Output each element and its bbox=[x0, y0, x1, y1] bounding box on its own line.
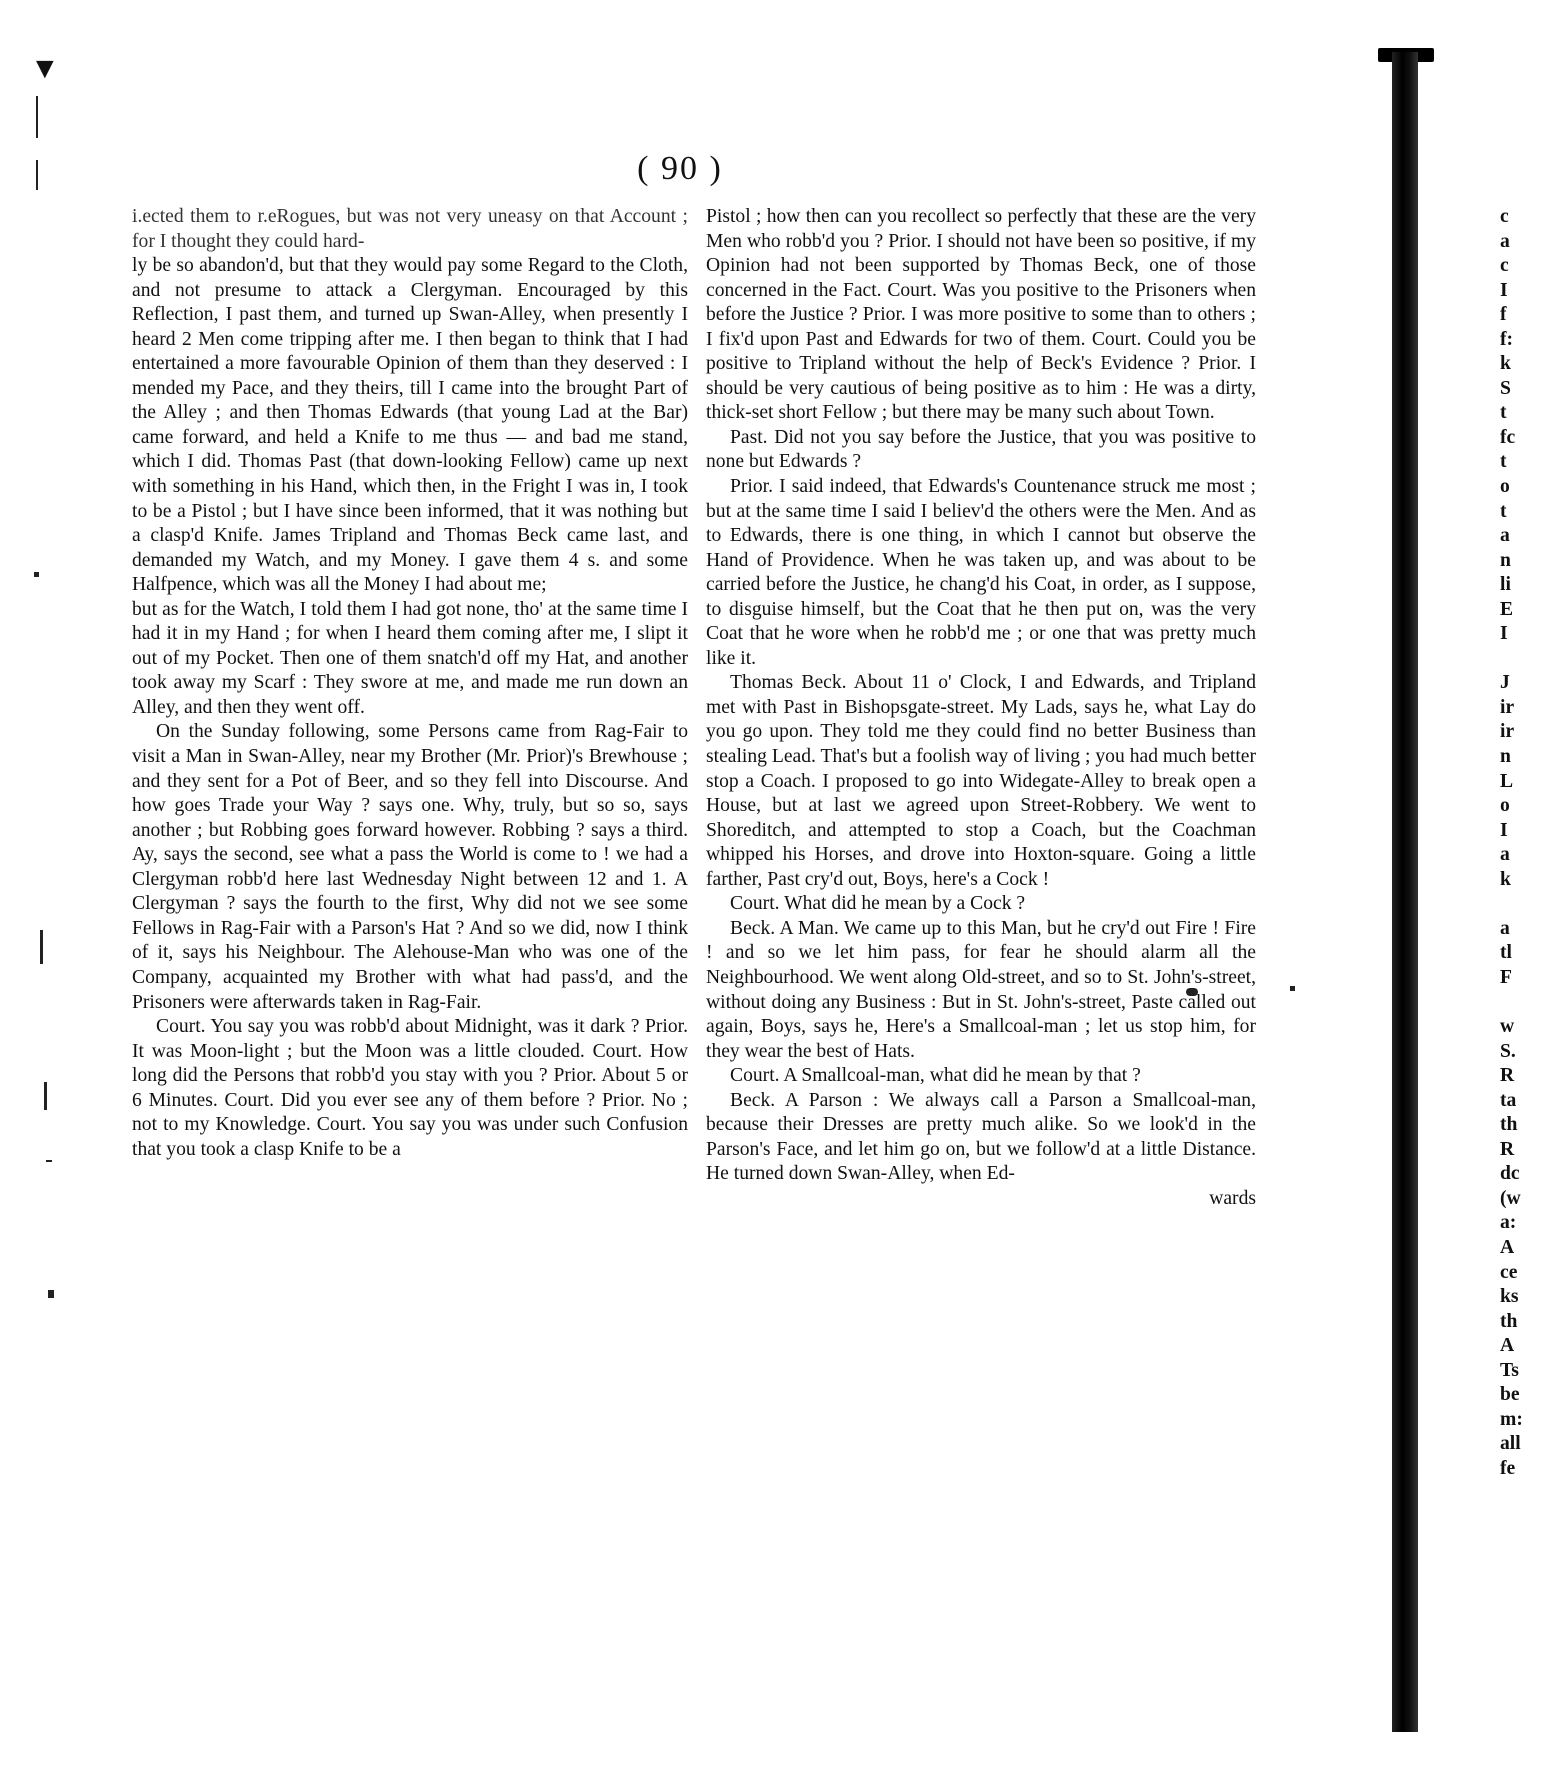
facing-letter: a: bbox=[1500, 1212, 1517, 1234]
paragraph: Beck. A Man. We came up to this Man, but he cry'd out Fire ! Fire ! and so we let him pass, for fear he should alarm all the Neighbourhood. We went along Old-street, and so to St. John's-street, without doing any Business : But in St. John's-street, Paste called out again, Boys, says he, Here's a Smallcoal-man ; let us stop him, for they wear the best of Hats. bbox=[706, 917, 1256, 1062]
margin-speck bbox=[36, 96, 38, 138]
facing-letter: th bbox=[1500, 1310, 1518, 1332]
facing-letter: f: bbox=[1500, 328, 1514, 350]
paragraph: i.ected them to r.eRogues, but was not very uneasy on that Account ; for I thought they could hard- bbox=[132, 206, 688, 252]
facing-letter: t bbox=[1500, 402, 1507, 424]
facing-letter: n bbox=[1500, 549, 1511, 571]
facing-letter: k bbox=[1500, 868, 1511, 890]
facing-letter: tl bbox=[1500, 942, 1512, 964]
facing-letter: f bbox=[1500, 304, 1507, 326]
facing-letter: ir bbox=[1500, 696, 1515, 718]
paragraph: Prior. I said indeed, that Edwards's Countenance struck me most ; but at the same time I said I believ'd the others were the Men. And as to Edwards, there is one thing, in which I cannot but observe the Hand of Providence. When he was taken up, and was about to be carried before the Justice, he chang'd his Coat, in order, as I suppose, to disguise himself, but the Coat that he then put on, was the very Coat that he wore when he robb'd me ; or one that was pretty much like it. bbox=[706, 476, 1256, 669]
facing-letter: li bbox=[1500, 574, 1511, 596]
facing-letter: all bbox=[1500, 1433, 1521, 1455]
margin-speck bbox=[46, 1160, 52, 1162]
facing-letter: R bbox=[1500, 1065, 1515, 1087]
facing-letter: ks bbox=[1500, 1286, 1519, 1308]
facing-letter: o bbox=[1500, 476, 1510, 498]
facing-letter: w bbox=[1500, 1016, 1515, 1038]
margin-speck bbox=[48, 1290, 54, 1298]
facing-letter: I bbox=[1500, 279, 1508, 301]
facing-letter: (w bbox=[1500, 1187, 1521, 1209]
paragraph: Court. You say you was robb'd about Midnight, was it dark ? Prior. It was Moon-light ; but the Moon was a little clouded. Court. How long did the Persons that robb'd you stay with you ? Prior. About 5 or 6 Minutes. Court. Did you ever see any of them before ? Prior. No ; not to my Knowledge. Court. You say you was under such Confusion that you took a clasp Knife to be a bbox=[132, 1016, 688, 1160]
facing-letter: m: bbox=[1500, 1408, 1523, 1430]
paragraph: but as for the Watch, I told them I had got none, tho' at the same time I had it in my Hand ; for when I heard them coming after me, I slipt it out of my Pocket. Then one of them snatch'd off my Hat, and another took away my Scarf : They swore at me, and made me run down an Alley, and then they went off. bbox=[132, 598, 688, 718]
facing-letter bbox=[1500, 647, 1555, 672]
facing-letter: a bbox=[1500, 525, 1510, 547]
facing-letter: I bbox=[1500, 623, 1508, 645]
facing-letter: A bbox=[1500, 1236, 1515, 1258]
facing-letter: E bbox=[1500, 598, 1514, 620]
facing-letter: S. bbox=[1500, 1040, 1516, 1062]
facing-letter: F bbox=[1500, 966, 1512, 988]
facing-letter: c bbox=[1500, 206, 1509, 227]
facing-letter: be bbox=[1500, 1384, 1520, 1406]
facing-letter: a bbox=[1500, 230, 1510, 252]
paragraph: On the Sunday following, some Persons came from Rag-Fair to visit a Man in Swan-Alley, near my Brother (Mr. Prior)'s Brewhouse ; and they sent for a Pot of Beer, and so they fell into Discourse. And how goes Trade your Way ? says one. Why, truly, but so so, says another ; but Robbing goes forward however. Robbing ? says a third. Ay, says the second, see what a pass the World is come to ! we had a Clergyman robb'd here last Wednesday Night between 12 and 1. A Clergyman ? says the fourth to the first, Why did not we see some Fellows in Rag-Fair with a Parson's Hat ? And so we did, now I think of it, says his Neighbour. The Alehouse-Man who was one of the Company, acquainted my Brother with what had pass'd, and the Prisoners were afterwards taken in Rag-Fair. bbox=[132, 721, 688, 1013]
margin-speck bbox=[34, 572, 39, 577]
paragraph: Pistol ; how then can you recollect so perfectly that these are the very Men who robb'd you ? Prior. I should not have been so positive, if my Opinion had not been supported by Thomas Beck, one of those concerned in the Fact. Court. Was you positive to the Prisoners when before the Justice ? Prior. I was more positive to some than to others ; I fix'd upon Past and Edwards for two of them. Court. Could you be positive to Tripland without the help of Beck's Evidence ? Prior. I should be very cautious of being positive as to him : He was a dirty, thick-set short Fellow ; but there may be many such about Town. bbox=[706, 206, 1256, 424]
paragraph: Thomas Beck. About 11 o' Clock, I and Edwards, and Tripland met with Past in Bishopsgate-street. My Lads, says he, what Lay do you go upon. They told me they could find no better Business than stealing Lead. That's but a foolish way of living ; you had much better stop a Coach. I proposed to go into Widegate-Alley to break open a House, but at last we agreed upon Street-Robbery. We went to Shoreditch, and attempted to stop a Coach, but the Coachman whipped his Horses, and drove into Hoxton-square. Going a little farther, Past cry'd out, Boys, here's a Cock ! bbox=[706, 672, 1256, 890]
facing-letter: th bbox=[1500, 1114, 1518, 1136]
facing-letter: S bbox=[1500, 377, 1511, 399]
margin-speck bbox=[36, 160, 38, 190]
facing-letter: t bbox=[1500, 451, 1507, 473]
margin-speck bbox=[44, 1082, 47, 1110]
facing-letter: fe bbox=[1500, 1457, 1516, 1479]
facing-letter: k bbox=[1500, 353, 1511, 375]
facing-letter: o bbox=[1500, 795, 1510, 817]
facing-letter bbox=[1500, 892, 1555, 917]
facing-letter: dc bbox=[1500, 1163, 1520, 1185]
paragraph: Court. What did he mean by a Cock ? bbox=[730, 893, 1026, 915]
facing-letter: L bbox=[1500, 770, 1514, 792]
paragraph: Court. A Smallcoal-man, what did he mean by that ? bbox=[730, 1065, 1141, 1087]
paragraph: wards bbox=[1209, 1187, 1256, 1209]
book-gutter bbox=[1392, 52, 1418, 1732]
facing-letter: ir bbox=[1500, 721, 1515, 743]
facing-letter: ta bbox=[1500, 1089, 1517, 1111]
paragraph: Beck. A Parson : We always call a Parson a Smallcoal-man, because their Dresses are pretty much alike. So we look'd in the Parson's Face, and let him go on, but we follow'd at a little Distance. He turned down Swan-Alley, when Ed- bbox=[706, 1089, 1256, 1185]
facing-letter: J bbox=[1500, 672, 1510, 694]
facing-letter: c bbox=[1500, 255, 1509, 277]
facing-letter: A bbox=[1500, 1335, 1515, 1357]
facing-letter: I bbox=[1500, 819, 1508, 841]
right-column bbox=[706, 205, 1256, 1211]
facing-letter: fc bbox=[1500, 426, 1516, 448]
margin-speck bbox=[40, 930, 43, 964]
facing-page-edge bbox=[1500, 205, 1555, 1481]
corner-mark: ▼ bbox=[30, 52, 60, 85]
paragraph: ly be so abandon'd, but that they would pay some Regard to the Cloth, and not presume to attack a Clergyman. Encouraged by this Reflection, I past them, and turned up Swan-Alley, when presently I heard 2 Men come tripping after me. I then began to think that I had entertained a more favourable Opinion of them than they deserved : I mended my Pace, and they theirs, till I came into the brought Part of the Alley ; and then Thomas Edwards (that young Lad at the Bar) came forward, and held a Knife to me thus — and bad me stand, which I did. Thomas Past (that down-looking Fellow) came up next with something in his Hand, which then, in the Fright I was in, I took to be a Pistol ; but I have since been informed, that it was nothing but a clasp'd Knife. James Tripland and Thomas Beck came last, and demanded my Watch, and my Money. I gave them 4 s. and some Halfpence, which was all the Money I had about me; bbox=[132, 255, 688, 596]
facing-letter: Ts bbox=[1500, 1359, 1519, 1381]
facing-letter bbox=[1500, 991, 1555, 1016]
facing-letter: a bbox=[1500, 844, 1510, 866]
facing-letter: ce bbox=[1500, 1261, 1518, 1283]
facing-letter: t bbox=[1500, 500, 1507, 522]
paragraph: Past. Did not you say before the Justice, that you was positive to none but Edwards ? bbox=[706, 426, 1256, 473]
margin-speck bbox=[1290, 986, 1295, 991]
facing-letter: R bbox=[1500, 1138, 1515, 1160]
page-number: ( 90 ) bbox=[637, 150, 723, 187]
facing-letter: a bbox=[1500, 917, 1510, 939]
left-column bbox=[132, 205, 688, 1162]
facing-letter: n bbox=[1500, 746, 1511, 768]
